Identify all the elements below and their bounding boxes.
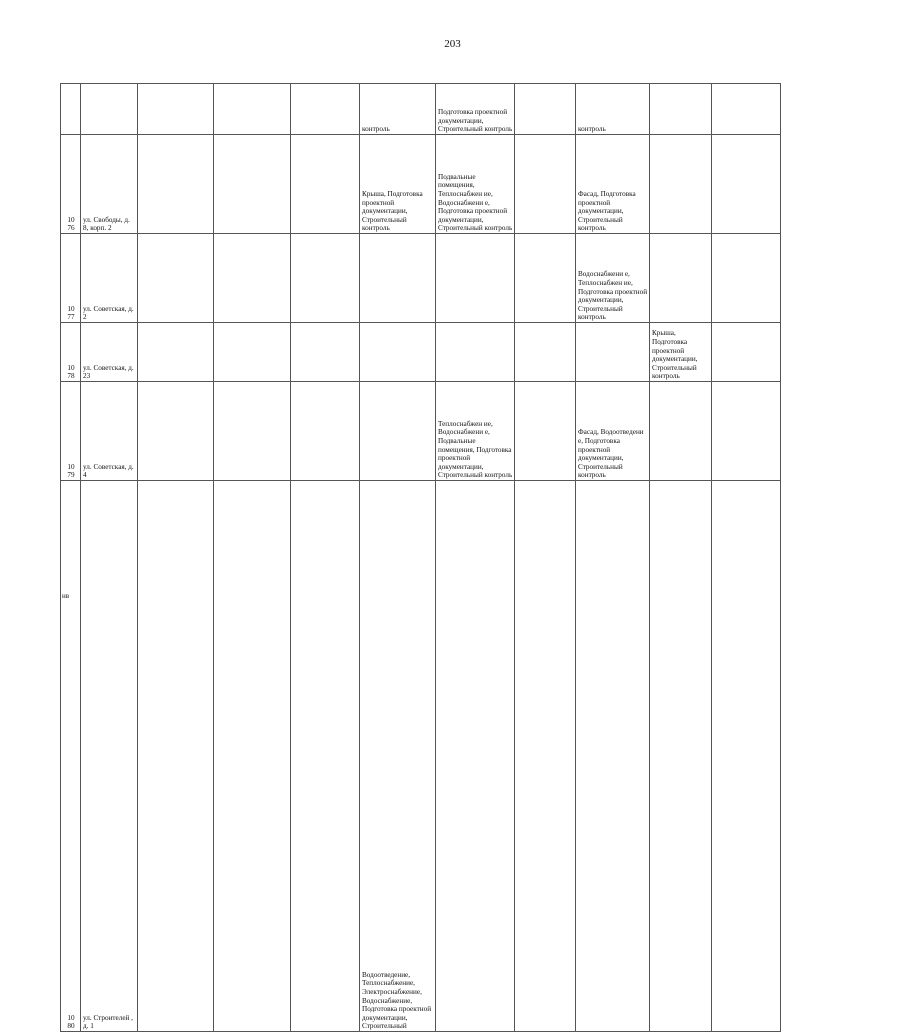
table-cell	[214, 481, 291, 1032]
table-cell	[138, 323, 214, 382]
table-cell	[291, 481, 360, 1032]
table-cell	[515, 84, 576, 135]
table-cell	[650, 234, 712, 323]
table-cell	[650, 84, 712, 135]
table-cell	[360, 382, 436, 481]
row-number: 10 79	[61, 382, 81, 481]
table-cell: Крыша, Подготовка проектной документации, Строительный контроль	[360, 135, 436, 234]
table-cell: Водоснабжени е, Теплоснабжен ие, Подготовка проектной документации, Строительный контроль	[576, 234, 650, 323]
table-cell	[515, 234, 576, 323]
row-address: ул. Советская, д. 23	[81, 323, 138, 382]
table-row	[61, 323, 804, 382]
table-cell	[650, 481, 712, 1032]
table-cell	[712, 481, 781, 1032]
row-address	[81, 84, 138, 135]
footer-mark: нв	[62, 592, 70, 600]
row-address: ул. Свободы, д. 8, корп. 2	[81, 135, 138, 234]
table-cell	[291, 382, 360, 481]
table-cell: Фасад, Водоотведени е, Подготовка проектной документации, Строительный контроль	[576, 382, 650, 481]
table-cell	[712, 135, 781, 234]
table-cell	[436, 323, 515, 382]
table-cell	[138, 234, 214, 323]
page-number: 203	[444, 38, 461, 50]
table-cell	[650, 135, 712, 234]
table-cell	[291, 84, 360, 135]
table-cell	[214, 135, 291, 234]
table-cell	[291, 135, 360, 234]
row-number: 10 80	[61, 481, 81, 1032]
table-cell	[576, 481, 650, 1032]
table-cell	[214, 234, 291, 323]
table-row	[61, 481, 804, 1032]
table-cell	[712, 382, 781, 481]
table-row	[61, 234, 804, 323]
table-cell	[360, 234, 436, 323]
table-cell: контроль	[576, 84, 650, 135]
table-cell	[138, 382, 214, 481]
table-cell	[712, 323, 781, 382]
table-cell	[650, 382, 712, 481]
row-address: ул. Советская, д. 4	[81, 382, 138, 481]
row-number: 10 77	[61, 234, 81, 323]
table-cell	[712, 84, 781, 135]
row-address: ул. Советская, д. 2	[81, 234, 138, 323]
table-cell	[291, 323, 360, 382]
table-cell	[515, 481, 576, 1032]
table-cell	[576, 323, 650, 382]
table-cell: контроль	[360, 84, 436, 135]
table-cell	[138, 135, 214, 234]
table-row	[61, 135, 804, 234]
table-cell	[214, 84, 291, 135]
table-cell	[138, 481, 214, 1032]
table-cell: Водоотведение, Теплоснабжение, Электроснабжение, Водоснабжение, Подготовка проектной документации, Строительный	[360, 481, 436, 1032]
row-address: ул. Строителей , д. 1	[81, 481, 138, 1032]
table-cell	[214, 323, 291, 382]
table-row	[61, 382, 804, 481]
table-cell: Фасад, Подготовка проектной документации, Строительный контроль	[576, 135, 650, 234]
row-number: 10 76	[61, 135, 81, 234]
table-cell	[436, 481, 515, 1032]
table-cell: Крыша, Подготовка проектной документации, Строительный контроль	[650, 323, 712, 382]
table-cell	[515, 135, 576, 234]
table-cell: Подвальные помещения, Теплоснабжен ие, Водоснабжени е, Подготовка проектной документации, Строительный контроль	[436, 135, 515, 234]
table-cell	[515, 382, 576, 481]
table-cell	[712, 234, 781, 323]
table-cell	[360, 323, 436, 382]
table-cell	[515, 323, 576, 382]
table-cell: Теплоснабжен ие, Водоснабжени е, Подвальные помещения, Подготовка проектной документации, Строительный контроль	[436, 382, 515, 481]
row-number	[61, 84, 81, 135]
row-number: 10 78	[61, 323, 81, 382]
works-table	[60, 83, 804, 1032]
table-row	[61, 84, 804, 135]
table-cell: Подготовка проектной документации, Строительный контроль	[436, 84, 515, 135]
table-cell	[291, 234, 360, 323]
table-cell	[214, 382, 291, 481]
table-cell	[436, 234, 515, 323]
table-cell	[138, 84, 214, 135]
